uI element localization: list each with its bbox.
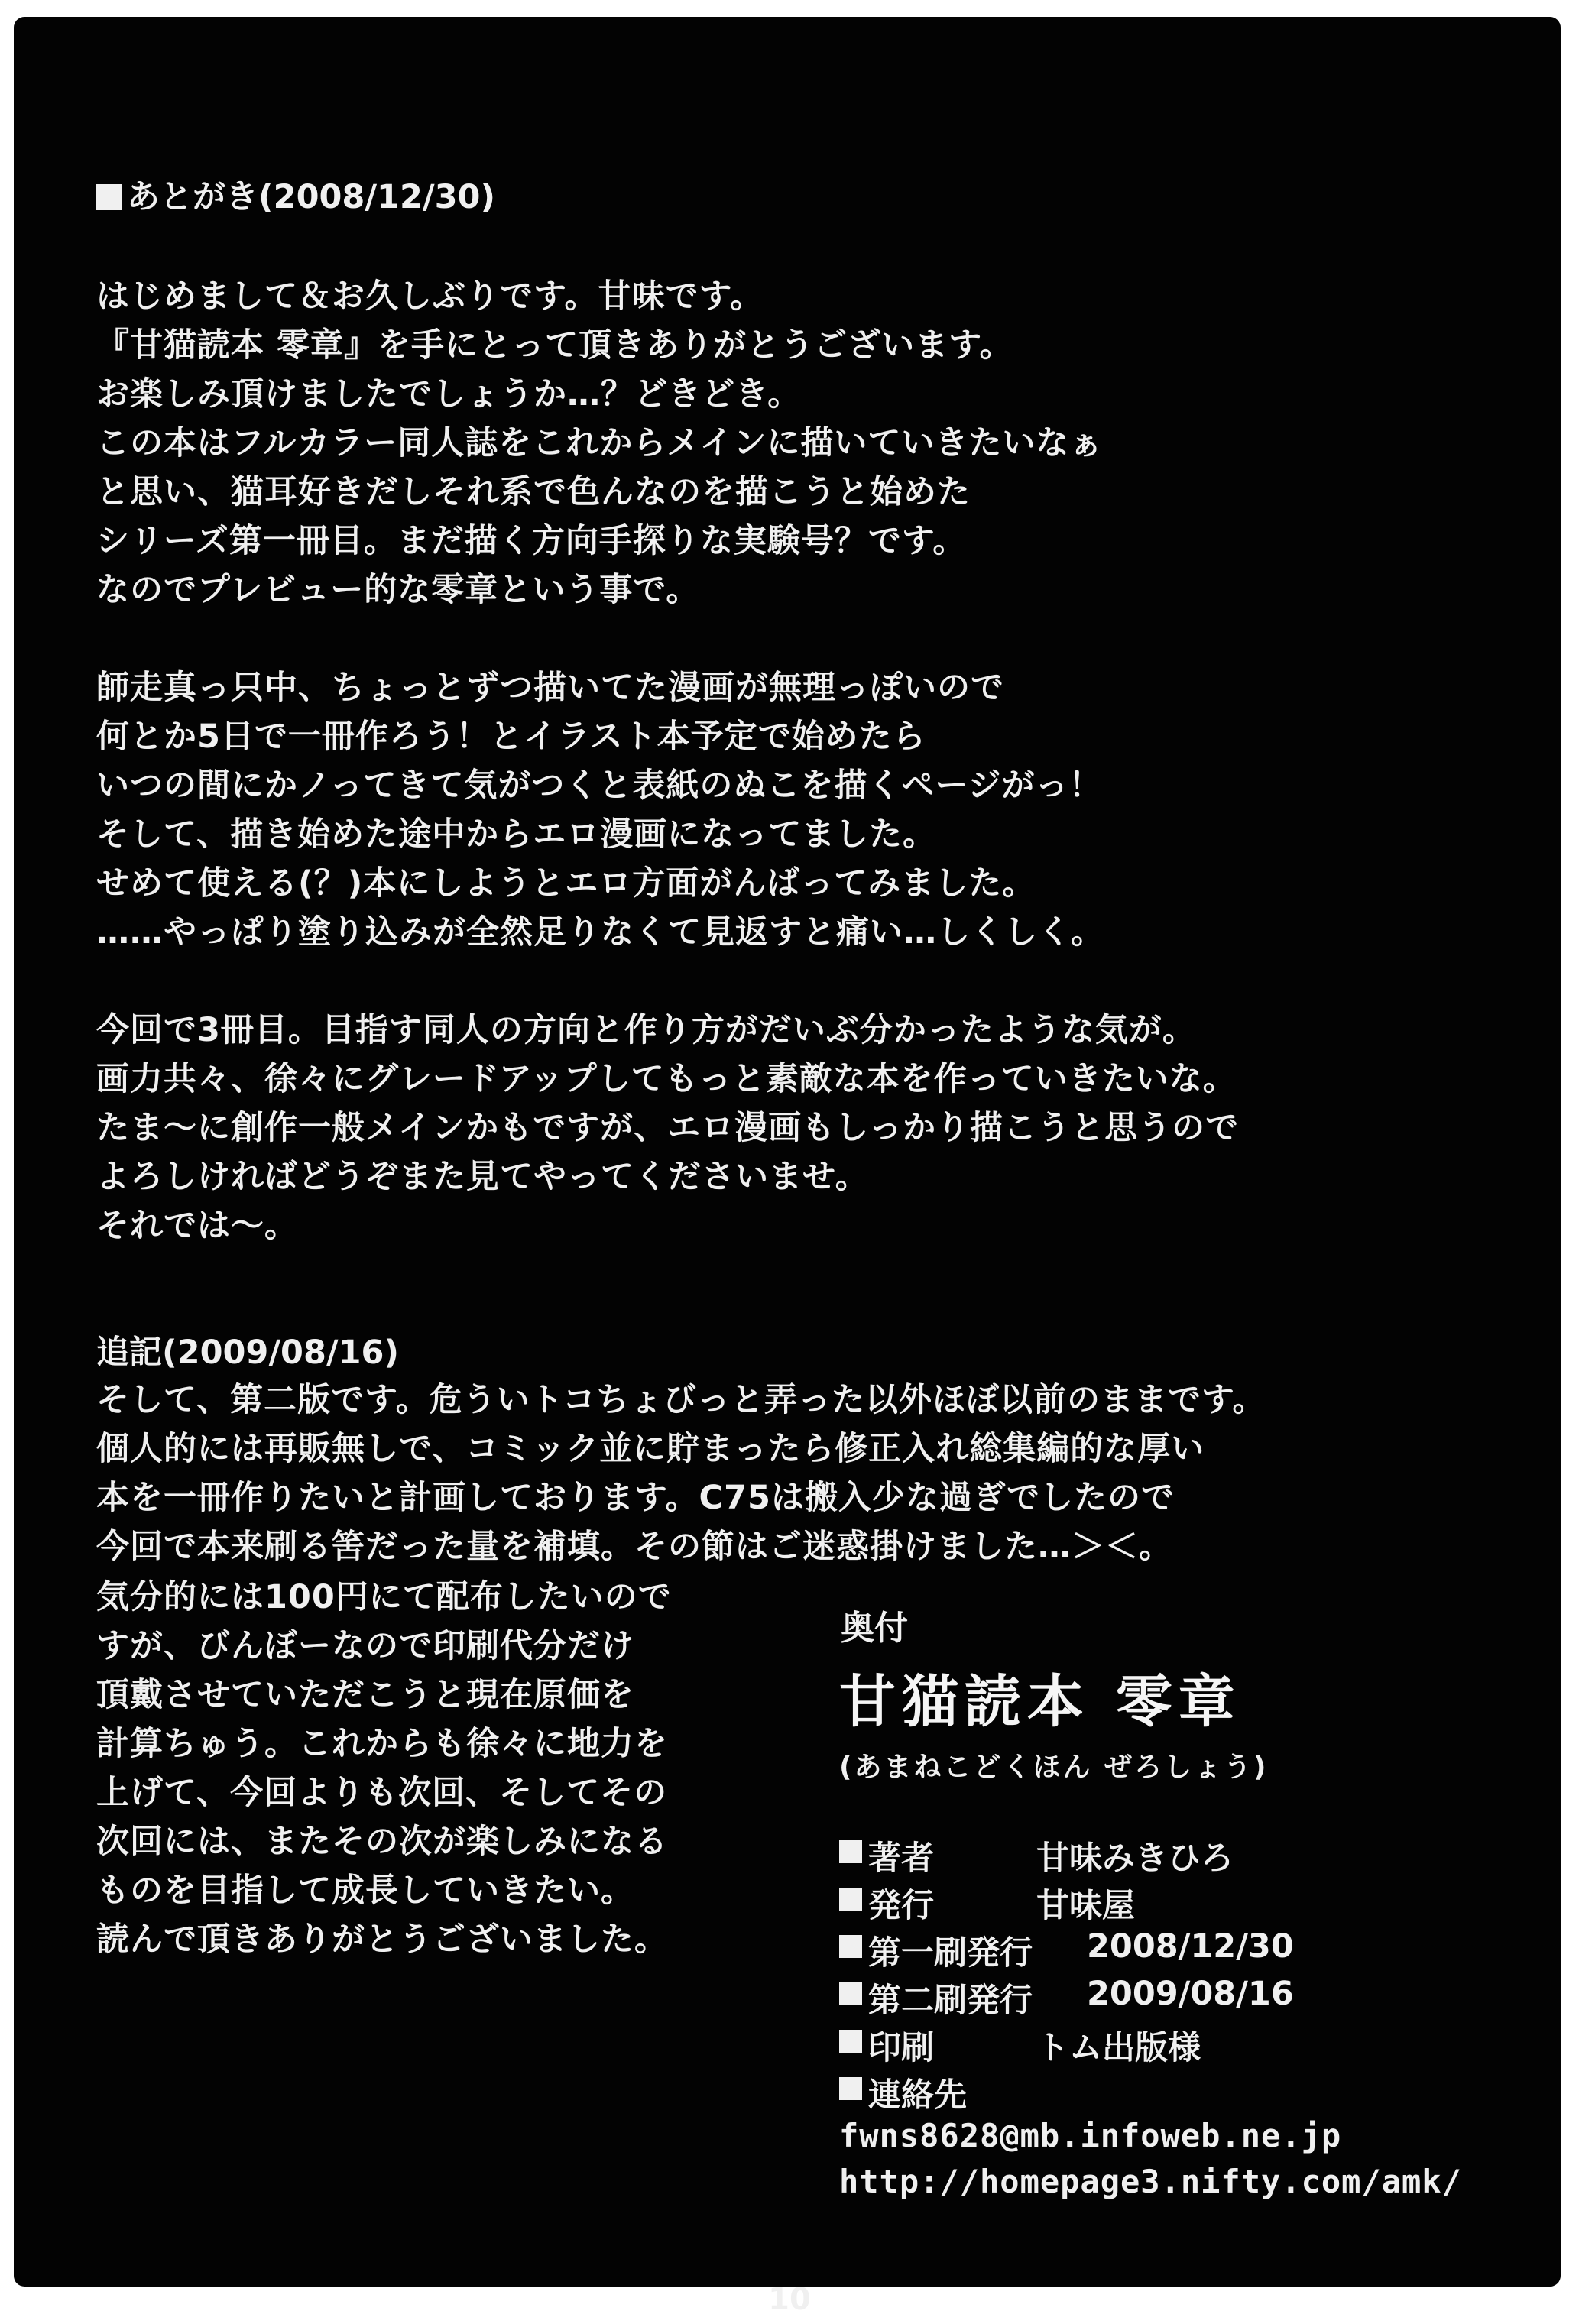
colophon-entry-key: 第一刷発行 <box>868 1934 1033 1972</box>
addendum-body-wide: そして、第二版です。危ういトコちょびっと弄った以外ほぼ以前のままです。 個人的には再販無しで、コミック並に貯まったら修正入れ総集編的な厚い 本を一冊作りたいと計画しております。C75は搬入少な過ぎでしたので 今回で本来刷る筈だった量を補填。その節はご迷惑掛けました…＞＜。 <box>96 1381 1266 1566</box>
colophon-entry-key: 発行 <box>868 1887 934 1925</box>
colophon-entry-key: 著者 <box>868 1839 934 1878</box>
square-bullet-icon <box>839 1840 862 1863</box>
colophon-entry <box>839 1880 1466 1926</box>
square-bullet-icon <box>839 2030 862 2053</box>
colophon-entry <box>839 1833 1466 1878</box>
afterword-heading-text: あとがき(2008/12/30) <box>127 178 496 216</box>
colophon-entry <box>839 1927 1466 1973</box>
colophon-reading: (あまねこどくほん ぜろしょう) <box>839 1752 1269 1783</box>
addendum-heading: 追記(2009/08/16) <box>96 1334 400 1372</box>
colophon-entry <box>839 2022 1466 2068</box>
addendum-body-narrow: 気分的には100円にて配布したいので すが、びんぼーなので印刷代分だけ 頂戴させていただこうと現在原価を 計算ちゅう。これからも徐々に地力を 上げて、今回よりも次回、そしてその 次回には、またその次が楽しみになる ものを目指して成長していきたい。 読んで頂きありがとうございました。 <box>96 1578 672 1959</box>
colophon-entry-value: 2008/12/30 <box>1087 1927 1294 1966</box>
colophon-entry <box>839 2070 1466 2115</box>
contact-email: fwns8628@mb.infoweb.ne.jp <box>839 2117 1342 2154</box>
page-number: 10 <box>768 2282 811 2317</box>
square-bullet-icon <box>839 1935 862 1958</box>
colophon-entry-key: 印刷 <box>868 2029 934 2067</box>
square-bullet-icon <box>839 2077 862 2100</box>
contact-url: http://homepage3.nifty.com/amk/ <box>839 2163 1462 2200</box>
afterword-heading <box>96 171 495 218</box>
square-bullet-icon <box>839 1982 862 2005</box>
colophon-entry-key: 第二刷発行 <box>868 1982 1033 2020</box>
colophon-entry-value: 2009/08/16 <box>1087 1975 1294 2013</box>
colophon-entry-value: 甘味屋 <box>1036 1887 1135 1925</box>
colophon-entry-key: 連絡先 <box>868 2076 967 2115</box>
colophon-entry-value: 甘味みきひろ <box>1036 1839 1234 1878</box>
afterword-body: はじめまして＆お久しぶりです。甘味です。 『甘猫読本 零章』を手にとって頂きありがとうございます。 お楽しみ頂けましたでしょうか…？どきどき。 この本はフルカラー同人誌をこれからメインに描いていきたいなぁ と思い、猫耳好きだしそれ系で色んなのを描こうと始めた シリーズ第一冊目。まだ描く方向手探りな実験号？です。 なのでプレビュー的な零章という事で。 師走真っ只中、ちょっとずつ描いてた漫画が無理っぽいので 何とか5日で一冊作ろう！とイラスト本予定で始めたら いつの間にかノってきて気がつくと表紙のぬこを描くページがっ！ そして、描き始めた途中からエロ漫画になってました。 せめて使える(？)本にしようとエロ方面がんばってみました。 ……やっぱり塗り込みが全然足りなくて見返すと痛い…しくしく。 今回で3冊目。目指す同人の方向と作り方がだいぶ分かったような気が。 画力共々、徐々にグレードアップしてもっと素敵な本を作っていきたいな。 たま～に創作一般メインかもですが、エロ漫画もしっかり描こうと思うので よろしければどうぞまた見てやってくださいませ。 それでは～。 <box>96 277 1240 1245</box>
colophon-entry <box>839 1975 1466 2021</box>
colophon-label: 奥付 <box>841 1609 908 1648</box>
square-bullet-icon <box>839 1888 862 1911</box>
colophon-entry-value: トム出版様 <box>1036 2029 1201 2067</box>
colophon-title: 甘猫読本 零章 <box>839 1669 1241 1735</box>
square-bullet-icon <box>96 184 122 210</box>
